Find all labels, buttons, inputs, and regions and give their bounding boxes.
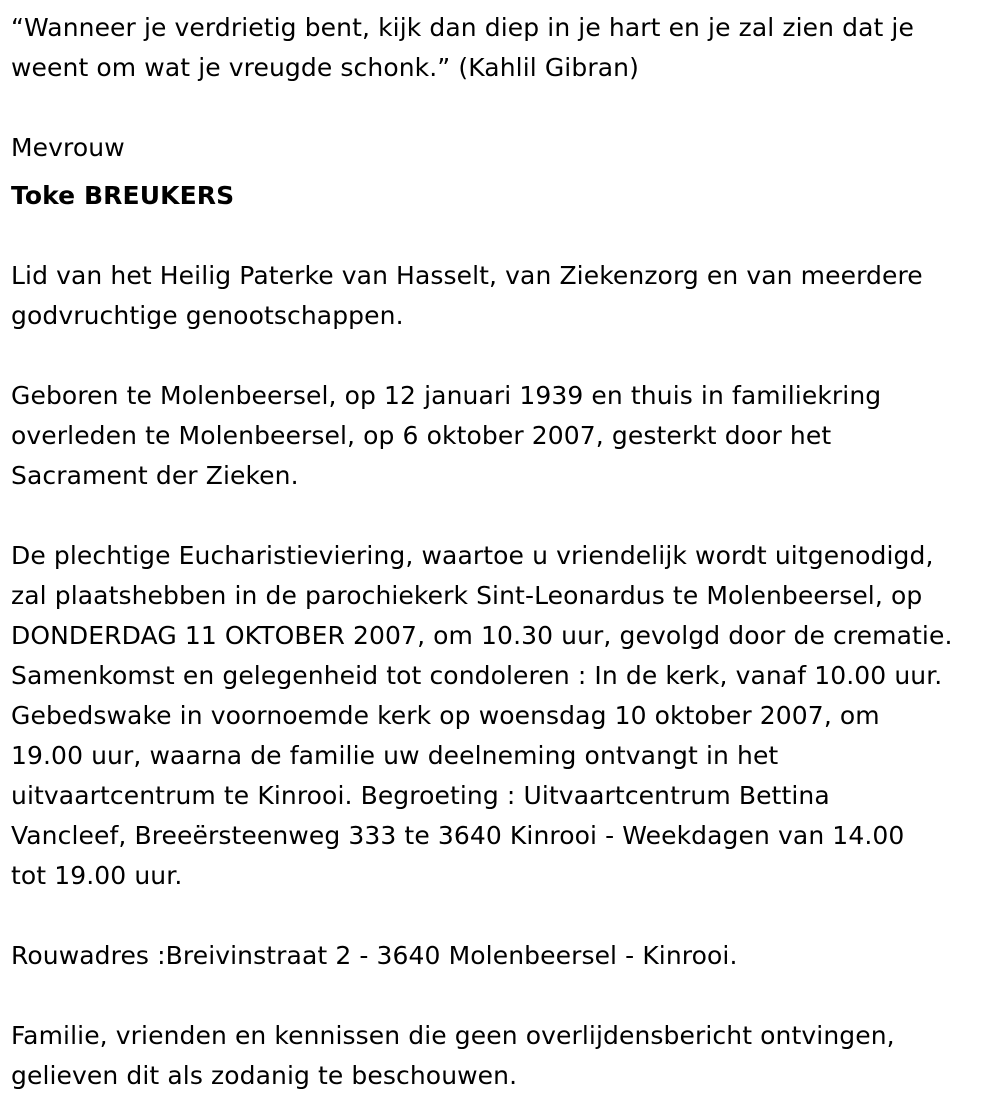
- spacer: [11, 896, 1000, 936]
- membership-paragraph: [11, 256, 1000, 336]
- ceremony-line-9: tot 19.00 uur.: [11, 861, 183, 890]
- birth-death-paragraph: [11, 376, 1000, 496]
- spacer: [11, 336, 1000, 376]
- birth-death-line-2: overleden te Molenbeersel, op 6 oktober 2007, gesterkt door het: [11, 421, 832, 450]
- spacer: [11, 168, 1000, 176]
- ceremony-line-6: 19.00 uur, waarna de familie uw deelneming ontvangt in het: [11, 741, 779, 770]
- spacer: [11, 496, 1000, 536]
- membership-line-2: godvruchtige genootschappen.: [11, 301, 404, 330]
- birth-death-line-1: Geboren te Molenbeersel, op 12 januari 1939 en thuis in familiekring: [11, 381, 882, 410]
- notice-line-2: gelieven dit als zodanig te beschouwen.: [11, 1061, 518, 1090]
- quote-line-2: weent om wat je vreugde schonk.” (Kahlil Gibran): [11, 53, 639, 82]
- ceremony-line-1: De plechtige Eucharistieviering, waartoe u vriendelijk wordt uitgenodigd,: [11, 541, 934, 570]
- person-title: Mevrouw: [11, 133, 125, 162]
- ceremony-line-2: zal plaatshebben in de parochiekerk Sint-Leonardus te Molenbeersel, op: [11, 581, 923, 610]
- mourning-address: Rouwadres :Breivinstraat 2 - 3640 Molenbeersel - Kinrooi.: [11, 941, 738, 970]
- ceremony-line-5: Gebedswake in voornoemde kerk op woensdag 10 oktober 2007, om: [11, 701, 880, 730]
- spacer: [11, 976, 1000, 1016]
- quote-block: [11, 8, 1000, 88]
- ceremony-paragraph: [11, 536, 1000, 896]
- ceremony-line-7: uitvaartcentrum te Kinrooi. Begroeting : Uitvaartcentrum Bettina: [11, 781, 830, 810]
- membership-line-1: Lid van het Heilig Paterke van Hasselt, van Ziekenzorg en van meerdere: [11, 261, 923, 290]
- spacer: [11, 88, 1000, 128]
- person-name: Toke BREUKERS: [11, 181, 235, 210]
- ceremony-line-4: Samenkomst en gelegenheid tot condoleren : In de kerk, vanaf 10.00 uur.: [11, 661, 943, 690]
- spacer: [11, 216, 1000, 256]
- ceremony-line-3: DONDERDAG 11 OKTOBER 2007, om 10.30 uur, gevolgd door de crematie.: [11, 621, 953, 650]
- notice-line-1: Familie, vrienden en kennissen die geen overlijdensbericht ontvingen,: [11, 1021, 895, 1050]
- quote-line-1: “Wanneer je verdrietig bent, kijk dan diep in je hart en je zal zien dat je: [11, 13, 914, 42]
- notice-paragraph: [11, 1016, 1000, 1096]
- ceremony-line-8: Vancleef, Breeërsteenweg 333 te 3640 Kinrooi - Weekdagen van 14.00: [11, 821, 905, 850]
- birth-death-line-3: Sacrament der Zieken.: [11, 461, 299, 490]
